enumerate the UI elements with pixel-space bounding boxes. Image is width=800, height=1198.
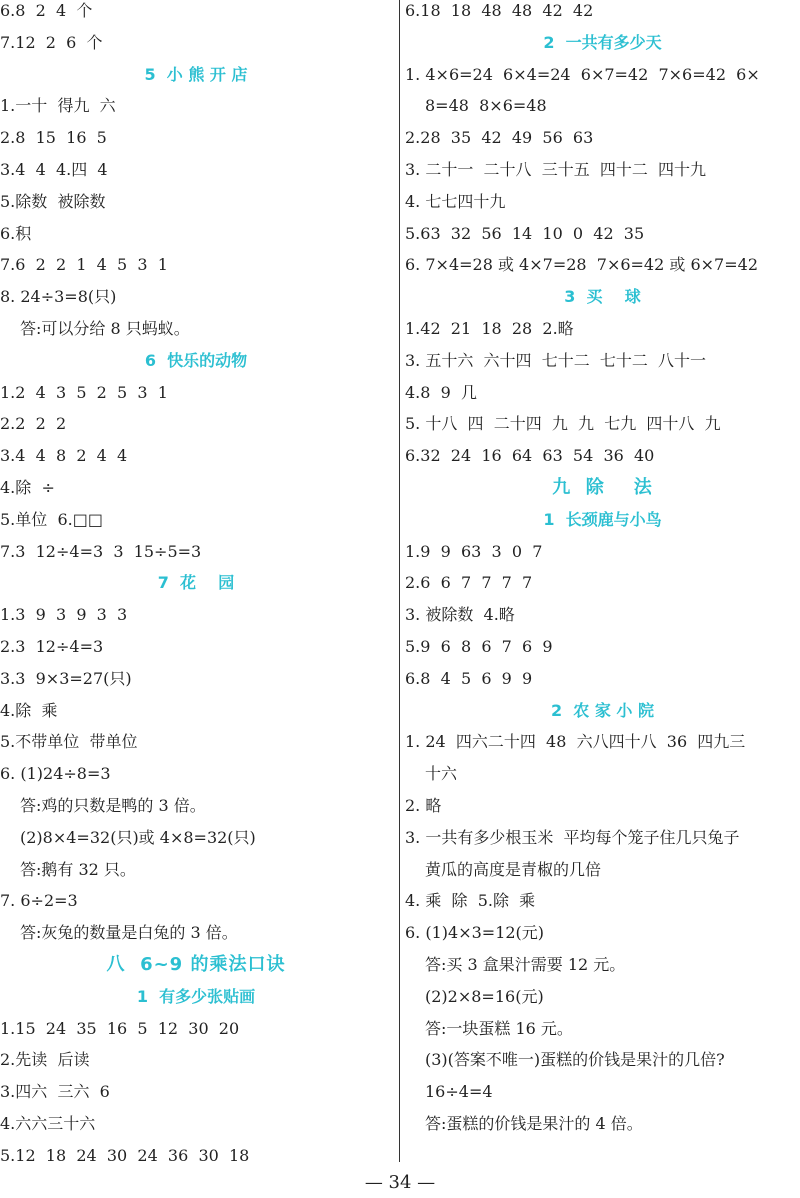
answer-line: 4. 七七四十九 [405,191,506,211]
answer-line: 3. 二十一 二十八 三十五 四十二 四十九 [405,160,707,179]
answer-line: 5.12 18 24 30 24 36 30 18 [0,1145,250,1165]
answer-line: 6.18 18 48 48 42 42 [405,1,594,20]
page-number: — 34 — [364,1172,436,1193]
answer-line: 1.9 9 63 3 0 7 [405,541,543,561]
section-heading: 7 花 园 [157,573,235,593]
answer-line: 3. 一共有多少根玉米 平均每个笼子住几只兔子 [405,827,740,847]
answer-line: 7.6 2 2 1 4 5 3 1 [0,255,168,275]
answer-line: 答:灰兔的数量是白兔的 3 倍。 [20,923,238,943]
answer-line: 2.28 35 42 49 56 63 [405,128,594,148]
answer-line: 6. 7×4=28 或 4×7=28 7×6=42 或 6×7=42 [405,255,758,275]
answer-line: 3.4 4 8 2 4 4 [0,446,128,466]
answer-line: 2.6 6 7 7 7 7 [405,573,533,593]
answer-line: 6.32 24 16 64 63 54 36 40 [405,446,655,466]
answer-line: 3.3 9×3=27(只) [0,668,132,688]
answer-line: 3. 被除数 4.略 [405,605,515,625]
answer-line: 答:买 3 盒果汁需要 12 元。 [425,955,626,974]
answer-line: 6.8 4 5 6 9 9 [405,668,533,688]
answer-line: 1. 4×6=24 6×4=24 6×7=42 7×6=42 6× [405,64,760,84]
answer-line: 6. (1)24÷8=3 [0,764,111,784]
answer-line: 2.8 15 16 5 [0,128,107,148]
answer-line: 4.8 9 几 [405,382,477,402]
answer-line: 3.4 4 4.四 4 [0,160,108,179]
answer-line: (3)(答案不唯一)蛋糕的价钱是果汁的几倍? [425,1050,725,1070]
answer-line: 1.42 21 18 28 2.略 [405,319,574,338]
answer-line: 8. 24÷3=8(只) [0,287,117,307]
section-heading: 九 除 法 [552,477,653,498]
answer-line: 6.8 2 4 个 [0,1,93,20]
answer-line: 7.3 12÷4=3 3 15÷5=3 [0,541,202,561]
answer-line: 1.15 24 35 16 5 12 30 20 [0,1018,240,1038]
answer-line: 5.不带单位 带单位 [0,732,138,752]
answer-line: 4.除 ÷ [0,478,55,497]
section-heading: 2 一共有多少天 [543,32,662,52]
section-heading: 3 买 球 [564,287,641,307]
answer-line: 十六 [425,764,458,784]
answer-line: 答:鸡的只数是鸭的 3 倍。 [20,796,206,815]
answer-line: 2. 略 [405,796,442,815]
answer-line: 8=48 8×6=48 [425,96,547,116]
answer-line: 答:鹅有 32 只。 [20,859,136,879]
answer-line: 5.63 32 56 14 10 0 42 35 [405,223,645,243]
answer-line: 1.2 4 3 5 2 5 3 1 [0,382,168,402]
answer-line: 2.2 2 2 [0,414,67,434]
answer-line: 答:蛋糕的价钱是果汁的 4 倍。 [425,1114,643,1133]
section-heading: 6 快乐的动物 [144,350,248,370]
answer-line: 3. 五十六 六十四 七十二 七十二 八十一 [405,350,707,370]
section-heading: 2 农 家 小 院 [551,700,654,720]
answer-line: 5.单位 6.□□ [0,509,103,529]
answer-line: (2)8×4=32(只)或 4×8=32(只) [20,827,256,847]
section-heading: 1 长颈鹿与小鸟 [543,509,662,529]
answer-line: 16÷4=4 [425,1082,493,1102]
section-heading: 八 6~9 的乘法口诀 [106,954,286,975]
answer-line: 7. 6÷2=3 [0,891,78,911]
answer-line: 5.9 6 8 6 7 6 9 [405,637,553,656]
section-heading: 1 有多少张贴画 [136,986,256,1006]
answer-line: 答:一块蛋糕 16 元。 [425,1018,573,1038]
answer-line: 黄瓜的高度是青椒的几倍 [425,859,602,879]
answer-line: 4.除 乘 [0,700,58,720]
column-divider [399,0,400,1162]
section-heading: 5 小 熊 开 店 [144,64,248,84]
answer-line: 1. 24 四六二十四 48 六八四十八 36 四九三 [405,732,746,752]
answer-line: 4.六六三十六 [0,1114,96,1133]
answer-line: 答:可以分给 8 只蚂蚁。 [20,319,190,338]
answer-line: 3.四六 三六 6 [0,1082,110,1102]
answer-line: 4. 乘 除 5.除 乘 [405,891,536,911]
answer-line: 1.一十 得九 六 [0,96,116,116]
answer-line: 5.除数 被除数 [0,191,106,211]
answer-line: 2.3 12÷4=3 [0,637,104,656]
answer-line: 6. (1)4×3=12(元) [405,923,545,943]
answer-line: 2.先读 后读 [0,1050,90,1070]
answer-line: 5. 十八 四 二十四 九 九 七九 四十八 九 [405,414,721,434]
answer-line: 7.12 2 6 个 [0,32,103,52]
answer-line: 6.积 [0,223,32,243]
answer-line: (2)2×8=16(元) [425,986,544,1006]
answer-line: 1.3 9 3 9 3 3 [0,605,128,625]
